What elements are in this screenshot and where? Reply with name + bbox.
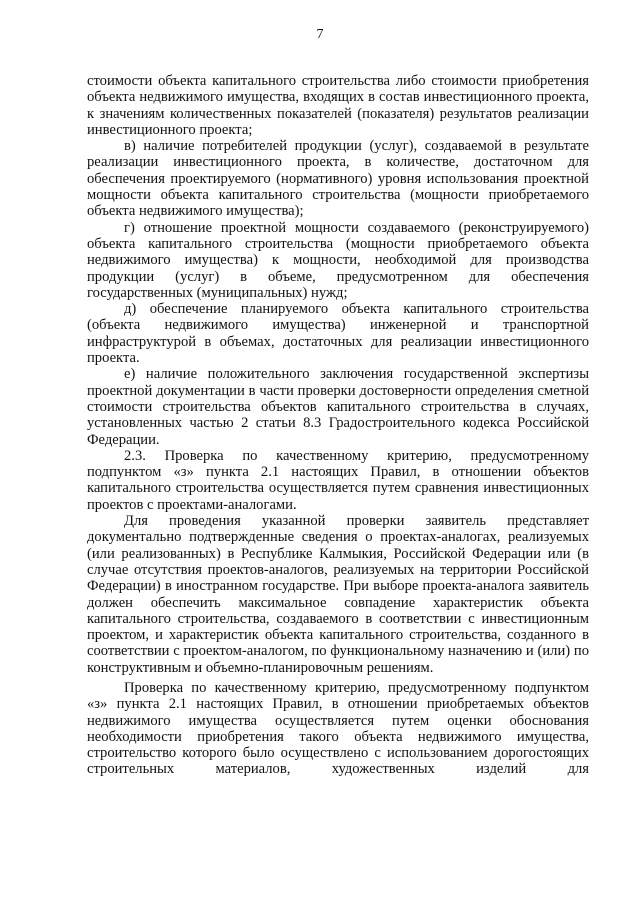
paragraph-clause-2-3: 2.3. Проверка по качественному критерию, предусмотренному подпунктом «з» пункта 2.1 настоящих Правил, в отношении объектов капитального строительства осуществляется путем сравнения инвестиционных проектов с проектами-аналогами.: [87, 447, 589, 513]
paragraph-real-estate-verification: Проверка по качественному критерию, предусмотренному подпунктом «з» пункта 2.1 настоящих Правил, в отношении приобретаемых объектов недвижимого имущества осуществляется путем оценки обоснования необходимости приобретения такого объекта недвижимого имущества, строительство которого было осуществлено с использованием дорогостоящих строительных материалов, художественных изделий для: [87, 679, 589, 778]
paragraph-item-e: е) наличие положительного заключения государственной экспертизы проектной документации в части проверки достоверности определения сметной стоимости строительства объектов капитального строительства в случаях, установленных частью 2 статьи 8.3 Градостроительного кодекса Российской Федерации.: [87, 366, 589, 448]
paragraph-analog-verification: Для проведения указанной проверки заявитель представляет документально подтвержденные сведения о проектах-аналогах, реализуемых (или реализованных) в Республике Калмыкия, Российской Федерации или (в случае отсутствия проектов-аналогов, реализуемых на территории Российской Федерации) в иностранном государстве. При выборе проекта-аналога заявитель должен обеспечить максимальное совпадение характеристик объекта капитального строительства, создаваемого в соответствии с инвестиционным проектом, и характеристик объекта капитального строительства, созданного в соответствии с проектом-аналогом, по функциональному назначению и (или) по конструктивным и объемно-планировочным решениям.: [87, 513, 589, 676]
paragraph-item-g: г) отношение проектной мощности создаваемого (реконструируемого) объекта капитального строительства (мощности приобретаемого объекта недвижимого имущества) к мощности, необходимой для производства продукции (услуг) в объеме, предусмотренном для обеспечения государственных (муниципальных) нужд;: [87, 219, 589, 301]
paragraph-item-d: д) обеспечение планируемого объекта капитального строительства (объекта недвижимого имущества) инженерной и транспортной инфраструктурой в объемах, достаточных для реализации инвестиционного проекта.: [87, 301, 589, 367]
document-body: [87, 73, 589, 778]
paragraph-item-v: в) наличие потребителей продукции (услуг), создаваемой в результате реализации инвестиционного проекта, в количестве, достаточном для обеспечения проектируемого (нормативного) уровня использования проектной мощности объекта капитального строительства (мощности приобретаемого объекта недвижимого имущества);: [87, 138, 589, 220]
paragraph-continuation: стоимости объекта капитального строительства либо стоимости приобретения объекта недвижимого имущества, входящих в состав инвестиционного проекта, к значениям количественных показателей (показателя) результатов реализации инвестиционного проекта;: [87, 73, 589, 138]
page-number: 7: [316, 27, 324, 42]
